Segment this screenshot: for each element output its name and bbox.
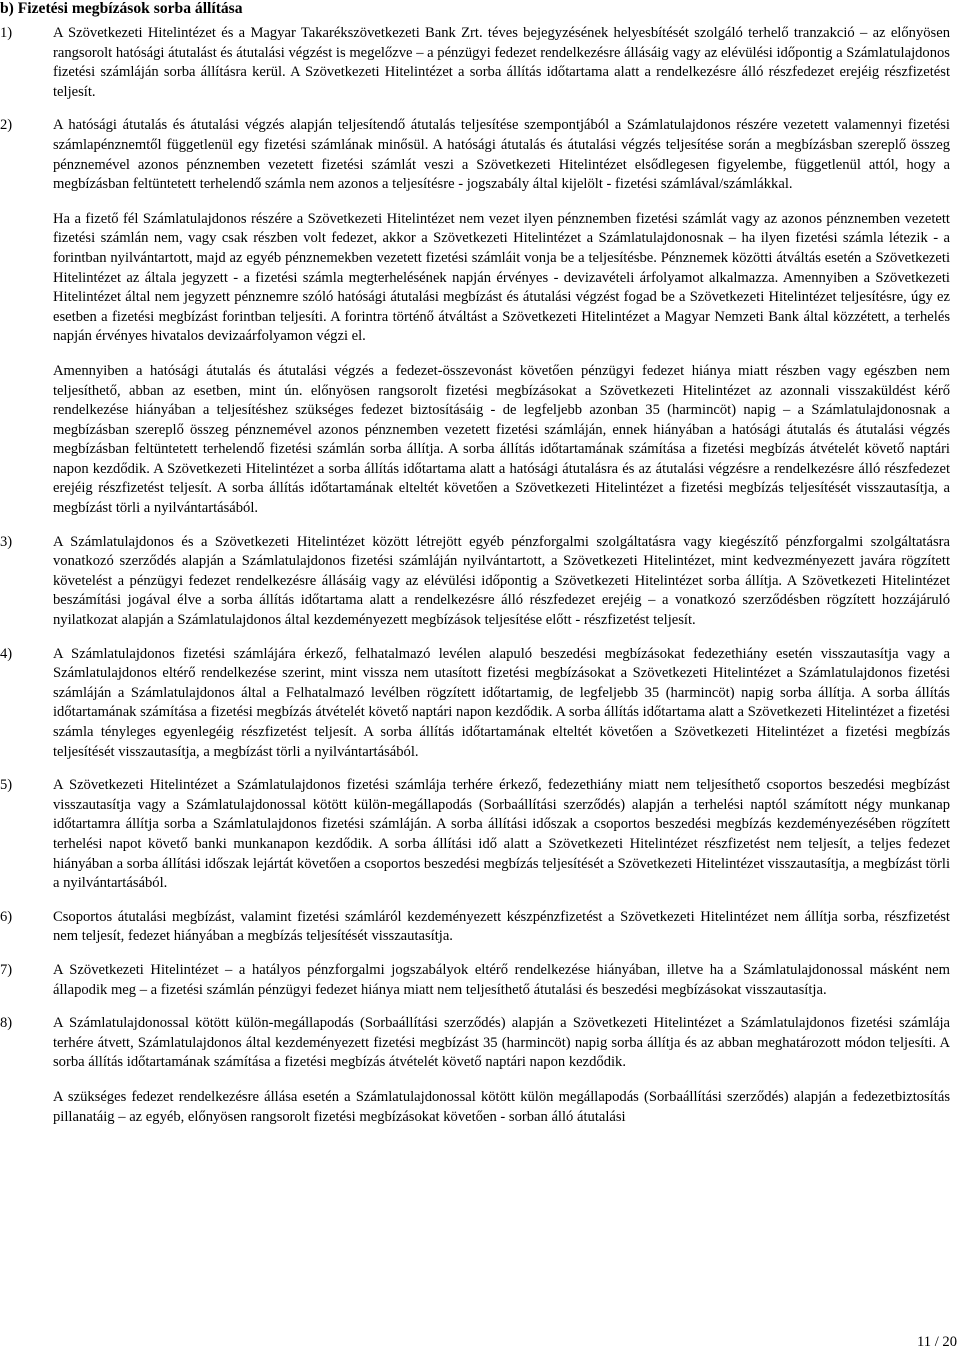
list-item-1	[0, 24, 950, 102]
item-paragraph-continued: A szükséges fedezet rendelkezésre állása esetén a Számlatulajdonossal kötött külön megállapodás (Sorbaállítási szerződés) alapján a fedezetbiztosítás pillanatáig – az egyéb, előnyösen rangsorolt fizetési megbízásokat követően - sorban álló átutalási	[53, 1088, 950, 1125]
item-paragraph: A Számlatulajdonos és a Szövetkezeti Hitelintézet között létrejött egyéb pénzforgalmi szolgáltatásra vagy kiegészítő pénzforgalmi szolgáltatásra vonatkozó szerződés alapján a Számlatulajdonos fizetési számláján nyilvántartott, a Szövetkezeti Hitelintézet, mint kedvezményezett javára rögzített követelést a pénzügyi fedezet rendelkezésre állásáig vagy az elévülési időpontig a Szövetkezeti Hitelintézet sorba állítja. A Szövetkezeti Hitelintézet beszámítási jogával élve a sorba állítás időtartama alatt a rendelkezésre álló részfedezet erejéig – a vonatkozó szerződésben rögzített hozzájáruló nyilatkozat alapján a Számlatulajdonos által kezdeményezett megbízások teljesítése előtt - részfizetést teljesít.	[53, 533, 950, 629]
item-paragraph: A Szövetkezeti Hitelintézet a Számlatulajdonos fizetési számlája terhére érkező, fedezethiány miatt nem teljesíthető csoportos beszedési megbízást visszautasítja vagy a Számlatulajdonossal kötött külön-megállapodás (Sorbaállítási szerződés) alapján a terhelési naptól számított négy munkanap időtartamra állítja sorba a Számlatulajdonos fizetési számláján. A sorba állítási időszak a csoportos beszedési megbízás kezdeményezésében rögzített terhelési napot követő banki munkanapon kezdődik. A sorba állítási idő alatt a Szövetkezeti Hitelintézet részfizetést nem teljesít, a teljes fedezet hiányában a sorba állítási időszak lejártát követően a csoportos beszedési megbízás teljesítését a Szövetkezeti Hitelintézet visszautasítja, a megbízást törli a nyilvántartásából.	[53, 777, 950, 892]
item-paragraph: A Szövetkezeti Hitelintézet és a Magyar Takarékszövetkezeti Bank Zrt. téves bejegyzésének helyesbítését szolgáló terhelő tranzakció – az előnyösen rangsorolt hatósági átutalást és átutalási végzést is megelőzve – a pénzügyi fedezet rendelkezésre állásáig vagy az elévülési időpontig a Számlatulajdonos fizetési számláján sorba állításra kerül. A Szövetkezeti Hitelintézet a sorba állítás időtartama alatt a rendelkezésre álló részfedezet erejéig részfizetést teljesít.	[53, 25, 950, 100]
item-number: 3)	[0, 533, 13, 550]
item-paragraph: A Számlatulajdonossal kötött külön-megállapodás (Sorbaállítási szerződés) alapján a Szövetkezeti Hitelintézet a Számlatulajdonos fizetési számlája terhére átvett, Számlatulajdonos által kezdeményezett fizetési megbízást 35 (harmincöt) napig sorba állítja és az abban meghatározott módon teljesíti. A sorba állítás időtartamának számítása a fizetési megbízás átvételét követő naptári napon kezdődik.	[53, 1015, 950, 1071]
item-number: 5)	[0, 777, 13, 794]
item-paragraph-continued: Ha a fizető fél Számlatulajdonos részére a Szövetkezeti Hitelintézet nem vezet ilyen pénznemben fizetési számlát vagy az azonos pénznemben vezetett fizetési számlán nem, vagy csak részben volt fedezet, akkor a Szövetkezeti Hitelintézet a Számlatulajdonosnak – ha ilyen fizetési számla létezik - a forintban nyilvántartott, majd az egyéb pénznemekben vezetett fizetési számláit vonja be a teljesítésbe. Pénznemek közötti átváltás esetén a Szövetkezeti Hitelintézet az általa jegyzett - a fizetési számla megterhelésének napján érvényes - devizavételi árfolyamot alkalmazza. Amennyiben a Szövetkezeti Hitelintézet által nem jegyzett pénznemre szóló hatósági átutalási megbízást és átutalási végzést fogad be a Szövetkezeti Hitelintézet teljesítésre, úgy ez esetben a fizetési megbízást forintban teljesíti. A forintra történő átváltást a Szövetkezeti Hitelintézet a Magyar Nemzeti Bank által közzétett, a terhelés napján érvényes hivatalos devizaárfolyamon végzi el.	[53, 210, 950, 345]
item-paragraph: A hatósági átutalás és átutalási végzés alapján teljesítendő átutalás teljesítése szempontjából a Számlatulajdonos részére vezetett valamennyi fizetési számlapénznemtől függetlenül egy fizetési számlának minősül. A hatósági átutalás és átutalási végzés teljesítése során a megbízásban szereplő összeg pénznemével azonos pénznemben vezetett fizetési számlát veszi a Szövetkezeti Hitelintézet elsődlegesen figyelembe, függetlenül attól, hogy a megbízásban feltüntetett terhelendő számla nem azonos a teljesítésre - jogszabály által kijelölt - fizetési számlával/számlákkal.	[53, 117, 950, 193]
item-number: 8)	[0, 1015, 13, 1032]
list-item-4	[0, 645, 950, 763]
item-number: 2)	[0, 117, 13, 134]
list-item-3	[0, 533, 950, 631]
item-paragraph: Csoportos átutalási megbízást, valamint fizetési számláról kezdeményezett készpénzfizetést a Szövetkezeti Hitelintézet nem állítja sorba, részfizetést nem teljesít, fedezet hiányában a megbízás teljesítését visszautasítja.	[53, 908, 950, 945]
item-paragraph: A Szövetkezeti Hitelintézet – a hatályos pénzforgalmi jogszabályok eltérő rendelkezése hiányában, illetve ha a Számlatulajdonossal másként nem állapodik meg – a fizetési számlán pénzügyi fedezet hiánya miatt nem teljesíthető átutalási és beszedési megbízásokat visszautasítja.	[53, 961, 950, 998]
item-paragraph-continued: Amennyiben a hatósági átutalás és átutalási végzés a fedezet-összevonást követően pénzügyi fedezet hiánya miatt részben vagy egészben nem teljesíthető, abban az esetben, mint ún. előnyösen rangsorolt fizetési megbízásokat a Szövetkezeti Hitelintézet az azonnali visszaküldést kérő rendelkezése hiányában a teljesítéshez szükséges fedezet biztosításáig - de legfeljebb azonban 35 (harmincöt) napig – a Számlatulajdonosnak a megbízásban szereplő összeg pénznemével azonos pénznemben vezetett fizetési számláján, ennek hiányában a hatósági átutalás és átutalási végzés megbízásban feltüntetett terhelendő fizetési számlán sorba állítja. A sorba állítás időtartamának számítása a fizetési megbízás átvételét követő naptári napon kezdődik. A Szövetkezeti Hitelintézet a sorba állítás időtartama alatt a hatósági átutalásra és az átutalási végzésre a rendelkezésre álló részfedezet erejéig részfizetést teljesít. A sorba állítás időtartamának elteltét követően a Szövetkezeti Hitelintézet a fizetési megbízás teljesítését visszautasítja, a megbízást törli a nyilvántartásából.	[53, 362, 950, 517]
list-item-5	[0, 776, 950, 894]
list-item-6	[0, 908, 950, 947]
list-item-7	[0, 961, 950, 1000]
page-number: 11 / 20	[917, 1334, 957, 1350]
list-item-2	[0, 116, 950, 194]
item-number: 6)	[0, 908, 13, 925]
document-body	[0, 24, 950, 1127]
item-number: 7)	[0, 961, 13, 978]
item-paragraph: A Számlatulajdonos fizetési számlájára érkező, felhatalmazó levélen alapuló beszedési megbízásokat fedezethiány esetén visszautasítja vagy a Számlatulajdonos eltérő rendelkezése szerint, mint vissza nem utasított fizetési megbízásokat a Szövetkezeti Hitelintézet a Számlatulajdonos fizetési számláján a Számlatulajdonos által a Felhatalmazó levélben rögzített időtartamig, de legfeljebb 35 (harmincöt) napig sorba állítja. A sorba állítás időtartamának számítása a fizetési megbízás átvételét követő naptári napon kezdődik. A sorba állítás időtartama alatt a Szövetkezeti Hitelintézet a fizetési számla tényleges egyenlegéig részfizetést teljesít. A sorba állítás időtartamának elteltét követően a Szövetkezeti Hitelintézet a fizetési megbízás teljesítését visszautasítja, a megbízást törli a nyilvántartásából.	[53, 645, 950, 760]
item-number: 1)	[0, 25, 13, 41]
section-heading: b) Fizetési megbízások sorba állítása	[0, 0, 243, 17]
list-item-8	[0, 1014, 950, 1073]
item-number: 4)	[0, 645, 13, 662]
